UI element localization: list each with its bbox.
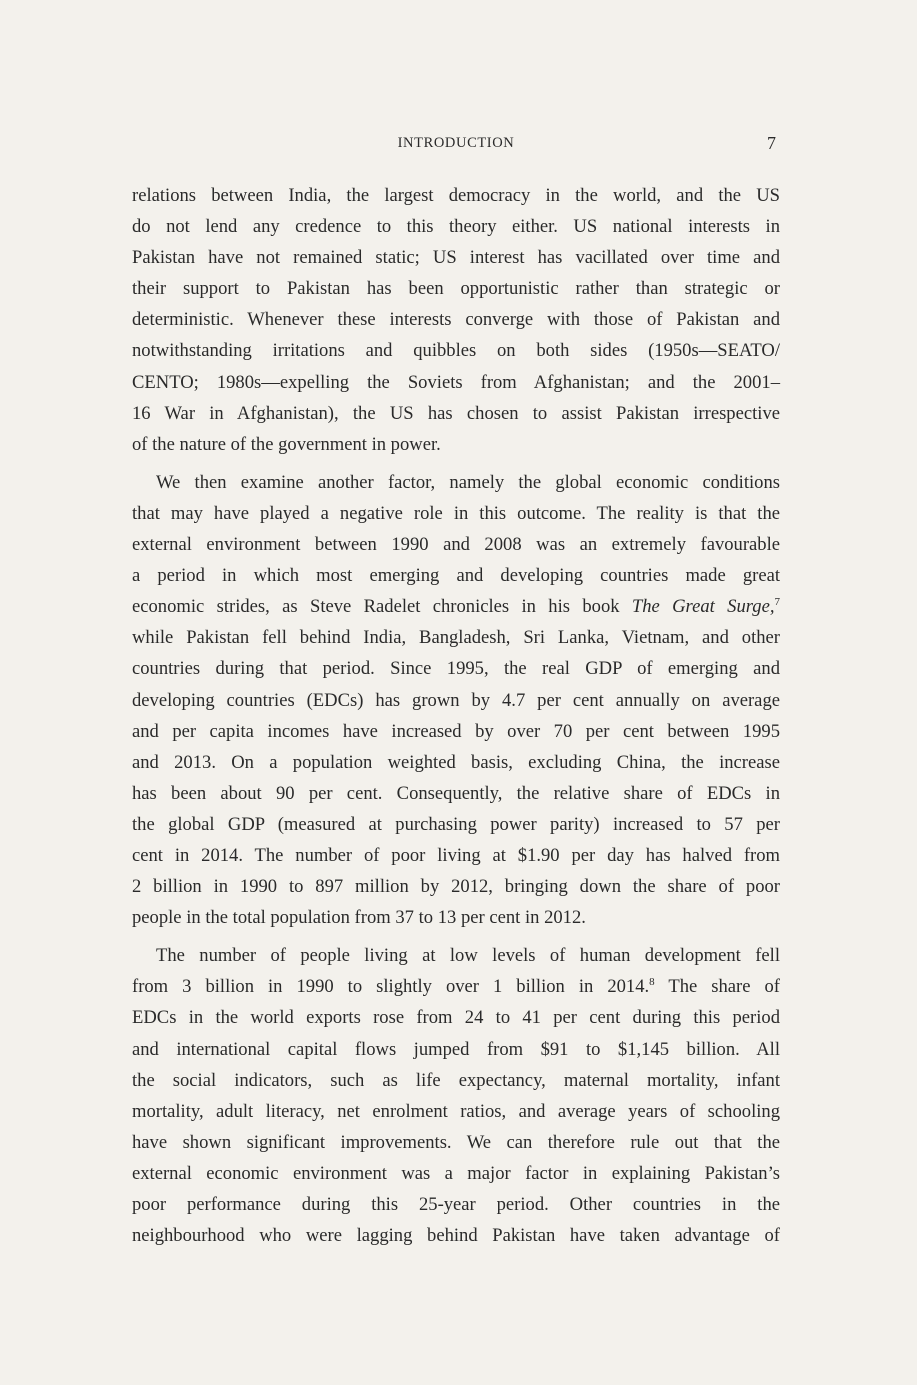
text-line: deterministic. Whenever these interests converge with those of Pakistan and xyxy=(132,309,780,331)
text-line: have shown significant improvements. We can therefore rule out that the xyxy=(132,1131,780,1153)
text-line: CENTO; 1980s—expelling the Soviets from Afghanistan; and the 2001– xyxy=(132,371,780,393)
text-line: has been about 90 per cent. Consequently, the relative share of EDCs in xyxy=(132,782,780,804)
text-line: poor performance during this 25-year period. Other countries in the xyxy=(132,1194,780,1215)
text-line: and international capital flows jumped from $91 to $1,145 billion. All xyxy=(132,1038,780,1060)
text-line: neighbourhood who were lagging behind Pakistan have taken advantage of xyxy=(132,1225,780,1247)
text-line: cent in 2014. The number of poor living at $1.90 per day has halved from xyxy=(132,844,780,866)
book-title: The Great Surge, xyxy=(631,596,775,618)
footnote-marker: 7 xyxy=(774,596,780,609)
text-line: do not lend any credence to this theory either. US national interests in xyxy=(132,216,780,238)
text-line: Pakistan have not remained static; US interest has vacillated over time and xyxy=(132,247,780,269)
text-line: relations between India, the largest democracy in the world, and the US xyxy=(132,185,780,206)
text-line: mortality, adult literacy, net enrolment ratios, and average years of schooling xyxy=(132,1100,780,1122)
text-line: that may have played a negative role in this outcome. The reality is that the xyxy=(132,502,780,524)
text-line: countries during that period. Since 1995, the real GDP of emerging and xyxy=(132,658,780,680)
text-line: people in the total population from 37 to 13 per cent in 2012. xyxy=(132,907,586,929)
page-number: 7 xyxy=(767,133,776,153)
text-line: the social indicators, such as life expectancy, maternal mortality, infant xyxy=(132,1069,780,1091)
text-line: external environment between 1990 and 2008 was an extremely favourable xyxy=(132,534,780,556)
text-line: a period in which most emerging and developing countries made great xyxy=(132,565,780,587)
text-line-with-footnote xyxy=(132,971,780,1002)
text-line: and 2013. On a population weighted basis, excluding China, the increase xyxy=(132,751,780,773)
text-line: the global GDP (measured at purchasing power parity) increased to 57 per xyxy=(132,813,780,835)
text-fragment: The share of xyxy=(654,976,780,998)
text-line: their support to Pakistan has been opportunistic rather than strategic or xyxy=(132,278,780,300)
text-line: 2 billion in 1990 to 897 million by 2012, bringing down the share of poor xyxy=(132,876,780,898)
text-line: of the nature of the government in power. xyxy=(132,433,441,455)
footnote-marker: 8 xyxy=(649,976,655,989)
text-line: We then examine another factor, namely the global economic conditions xyxy=(156,471,780,493)
text-line: developing countries (EDCs) has grown by 4.7 per cent annually on average xyxy=(132,689,780,711)
text-line: EDCs in the world exports rose from 24 to 41 per cent during this period xyxy=(132,1007,780,1029)
text-line-with-citation xyxy=(132,591,780,622)
text-line: and per capita incomes have increased by over 70 per cent between 1995 xyxy=(132,720,780,742)
running-title: INTRODUCTION xyxy=(397,135,515,151)
text-fragment: economic strides, as Steve Radelet chronicles in his book xyxy=(132,596,620,618)
paragraph-1 xyxy=(132,180,780,460)
text-fragment: from 3 billion in 1990 to slightly over 1 billion in 2014. xyxy=(132,976,650,998)
paragraph-3 xyxy=(132,940,780,1251)
body-text xyxy=(132,180,780,1251)
text-line: external economic environment was a major factor in explaining Pakistan’s xyxy=(132,1162,780,1184)
text-line: notwithstanding irritations and quibbles on both sides (1950s—SEATO/ xyxy=(132,340,780,362)
text-line: The number of people living at low levels of human development fell xyxy=(156,945,780,967)
text-line: while Pakistan fell behind India, Bangladesh, Sri Lanka, Vietnam, and other xyxy=(132,627,780,649)
paragraph-2 xyxy=(132,467,780,933)
text-line: 16 War in Afghanistan), the US has chosen to assist Pakistan irrespective xyxy=(132,402,780,424)
running-head xyxy=(132,131,780,155)
